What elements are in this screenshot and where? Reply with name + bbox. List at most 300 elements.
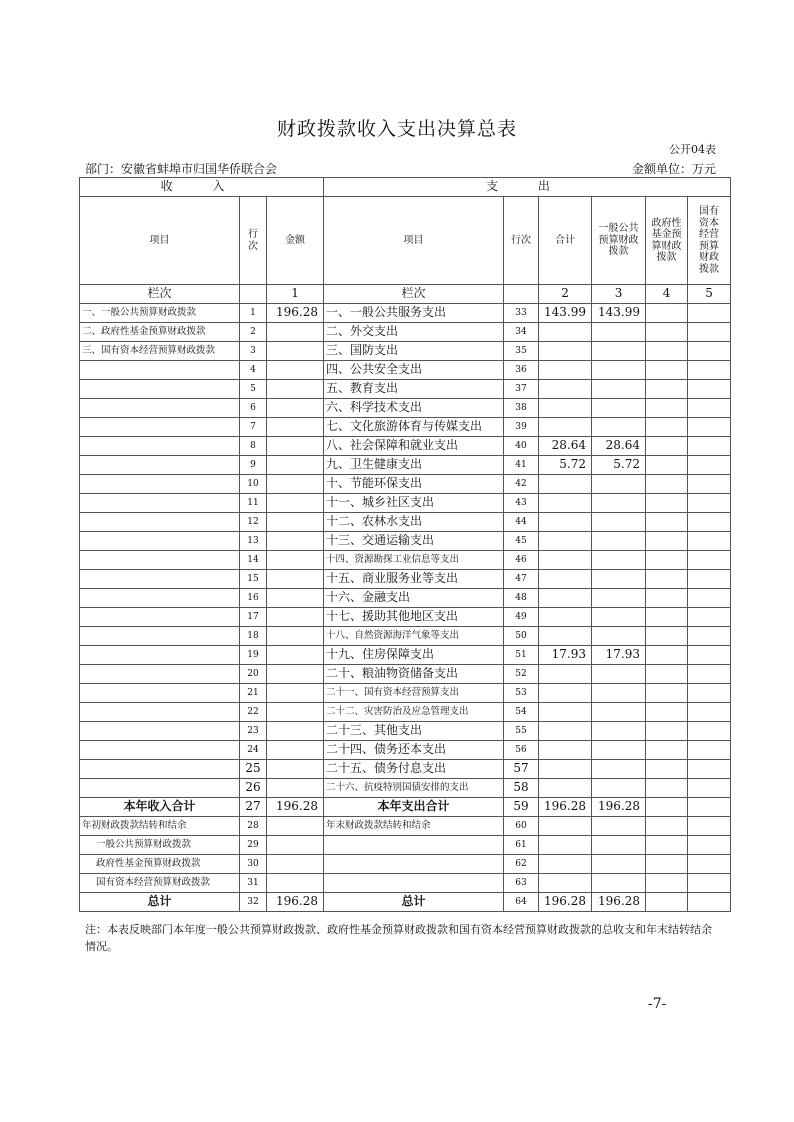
income-row-no: 5 (240, 380, 267, 399)
expense-govfund (646, 551, 688, 570)
income-row-no: 10 (240, 475, 267, 494)
expense-item: 二十一、国有资本经营预算支出 (324, 684, 504, 703)
expense-statecapital (688, 532, 731, 551)
col-index-2: 2 (539, 285, 592, 304)
balance-income-rowno: 29 (240, 836, 267, 855)
expense-row-no: 58 (504, 779, 539, 798)
department-label: 部门：安徽省蚌埠市归国华侨联合会 (85, 162, 278, 176)
income-amount (267, 418, 324, 437)
income-item (80, 722, 240, 741)
balance-statecapital (688, 874, 731, 893)
income-row-no: 16 (240, 589, 267, 608)
income-row-no: 17 (240, 608, 267, 627)
expense-row-no: 51 (504, 646, 539, 665)
expense-item: 二十六、抗疫特别国债安排的支出 (324, 779, 504, 798)
income-amount (267, 570, 324, 589)
income-amount (267, 741, 324, 760)
income-row-no: 18 (240, 627, 267, 646)
form-number: 公开04表 (669, 143, 716, 156)
income-row-no: 21 (240, 684, 267, 703)
expense-total (539, 380, 592, 399)
expense-row-no: 39 (504, 418, 539, 437)
table-row (80, 779, 731, 798)
col-index-3: 3 (592, 285, 646, 304)
income-total-amount: 196.28 (267, 893, 324, 912)
expense-statecapital (688, 684, 731, 703)
expense-row-no: 34 (504, 323, 539, 342)
expense-statecapital (688, 380, 731, 399)
expense-govfund (646, 608, 688, 627)
expense-total (539, 741, 592, 760)
expense-subtotal-general: 196.28 (592, 798, 646, 817)
expense-row-no: 44 (504, 513, 539, 532)
income-subtotal-rowno: 27 (240, 798, 267, 817)
income-amount (267, 779, 324, 798)
expense-subtotal-govfund (646, 798, 688, 817)
income-amount (267, 551, 324, 570)
income-item (80, 684, 240, 703)
expense-govfund (646, 741, 688, 760)
income-item (80, 361, 240, 380)
expense-total (539, 494, 592, 513)
expense-total (539, 570, 592, 589)
expense-item: 二十四、债务还本支出 (324, 741, 504, 760)
expense-item: 十二、农林水支出 (324, 513, 504, 532)
income-row-no: 1 (240, 304, 267, 323)
balance-general (592, 836, 646, 855)
balance-total (539, 817, 592, 836)
table-row (80, 494, 731, 513)
balance-income-amount (267, 817, 324, 836)
expense-govfund (646, 342, 688, 361)
col-general-header: 一般公共预算财政拨款 (592, 197, 646, 285)
expense-general (592, 418, 646, 437)
income-total-label: 总计 (80, 893, 240, 912)
expense-row-no: 36 (504, 361, 539, 380)
balance-expense-item (324, 874, 504, 893)
expense-row-no: 53 (504, 684, 539, 703)
expense-item: 二十、粮油物资储备支出 (324, 665, 504, 684)
income-item (80, 380, 240, 399)
expense-general (592, 513, 646, 532)
expense-row-no: 52 (504, 665, 539, 684)
income-row-no: 24 (240, 741, 267, 760)
expense-item: 十一、城乡社区支出 (324, 494, 504, 513)
expense-statecapital (688, 475, 731, 494)
income-amount (267, 494, 324, 513)
expense-item: 八、社会保障和就业支出 (324, 437, 504, 456)
expense-subtotal-total: 196.28 (539, 798, 592, 817)
balance-expense-item: 年末财政拨款结转和结余 (324, 817, 504, 836)
expense-general (592, 399, 646, 418)
expense-general (592, 760, 646, 779)
table-row (80, 437, 731, 456)
income-item (80, 494, 240, 513)
expense-statecapital (688, 722, 731, 741)
expense-statecapital (688, 323, 731, 342)
income-amount (267, 342, 324, 361)
balance-expense-item (324, 855, 504, 874)
expense-subtotal-label: 本年支出合计 (324, 798, 504, 817)
expense-general (592, 380, 646, 399)
balance-expense-rowno: 62 (504, 855, 539, 874)
expense-item: 二十五、债务付息支出 (324, 760, 504, 779)
income-row-no: 2 (240, 323, 267, 342)
income-amount (267, 323, 324, 342)
expense-total (539, 399, 592, 418)
income-item: 二、政府性基金预算财政拨款 (80, 323, 240, 342)
expense-general (592, 361, 646, 380)
expense-govfund (646, 475, 688, 494)
table-row (80, 741, 731, 760)
expense-general: 17.93 (592, 646, 646, 665)
table-row (80, 570, 731, 589)
income-item (80, 703, 240, 722)
expense-total (539, 361, 592, 380)
expense-govfund (646, 760, 688, 779)
expense-total-total: 196.28 (539, 893, 592, 912)
unit-label: 金额单位：万元 (631, 162, 716, 176)
table-row (80, 551, 731, 570)
income-item (80, 437, 240, 456)
expense-statecapital (688, 570, 731, 589)
balance-row (80, 855, 731, 874)
income-amount (267, 456, 324, 475)
income-item (80, 779, 240, 798)
expense-statecapital (688, 665, 731, 684)
expense-row-no: 46 (504, 551, 539, 570)
balance-expense-item (324, 836, 504, 855)
expense-total (539, 779, 592, 798)
income-amount (267, 760, 324, 779)
expense-total-rowno: 64 (504, 893, 539, 912)
expense-govfund (646, 589, 688, 608)
expense-total (539, 323, 592, 342)
expense-total (539, 551, 592, 570)
expense-subtotal-statecapital (688, 798, 731, 817)
expense-row-no: 42 (504, 475, 539, 494)
expense-govfund (646, 665, 688, 684)
expense-general (592, 722, 646, 741)
income-amount (267, 665, 324, 684)
expense-statecapital (688, 589, 731, 608)
expense-total (539, 342, 592, 361)
expense-statecapital (688, 741, 731, 760)
income-item (80, 399, 240, 418)
balance-expense-rowno: 63 (504, 874, 539, 893)
col-item-header: 项目 (80, 197, 240, 285)
expense-general (592, 589, 646, 608)
expense-item: 十五、商业服务业等支出 (324, 570, 504, 589)
expense-general (592, 342, 646, 361)
expense-row-no: 43 (504, 494, 539, 513)
income-row-no: 22 (240, 703, 267, 722)
col-total-header: 合计 (539, 197, 592, 285)
expense-statecapital (688, 399, 731, 418)
table-row (80, 646, 731, 665)
expense-group-header: 支 出 (324, 178, 731, 197)
income-item (80, 551, 240, 570)
subtotal-row (80, 798, 731, 817)
expense-govfund (646, 418, 688, 437)
table-row (80, 608, 731, 627)
summary-table (79, 177, 731, 912)
income-row-no: 8 (240, 437, 267, 456)
income-item (80, 475, 240, 494)
table-row (80, 703, 731, 722)
expense-total: 5.72 (539, 456, 592, 475)
expense-statecapital (688, 608, 731, 627)
grand-total-row (80, 893, 731, 912)
table-row (80, 684, 731, 703)
table-row (80, 475, 731, 494)
income-amount (267, 437, 324, 456)
table-row (80, 380, 731, 399)
expense-total: 143.99 (539, 304, 592, 323)
expense-item: 十八、自然资源海洋气象等支出 (324, 627, 504, 646)
table-row (80, 361, 731, 380)
expense-general (592, 703, 646, 722)
table-row (80, 722, 731, 741)
income-item: 一、一般公共预算财政拨款 (80, 304, 240, 323)
balance-govfund (646, 836, 688, 855)
income-row-no: 25 (240, 760, 267, 779)
expense-total (539, 589, 592, 608)
expense-total-general: 196.28 (592, 893, 646, 912)
income-total-rowno: 32 (240, 893, 267, 912)
balance-expense-rowno: 60 (504, 817, 539, 836)
income-row-no: 9 (240, 456, 267, 475)
income-item: 三、国有资本经营预算财政拨款 (80, 342, 240, 361)
income-amount (267, 380, 324, 399)
expense-general (592, 494, 646, 513)
table-row (80, 589, 731, 608)
expense-total: 28.64 (539, 437, 592, 456)
expense-total (539, 684, 592, 703)
expense-general (592, 608, 646, 627)
balance-income-amount (267, 855, 324, 874)
expense-row-no: 57 (504, 760, 539, 779)
expense-row-no: 50 (504, 627, 539, 646)
expense-row-no: 54 (504, 703, 539, 722)
expense-row-no: 41 (504, 456, 539, 475)
income-row-no: 11 (240, 494, 267, 513)
expense-statecapital (688, 627, 731, 646)
balance-govfund (646, 855, 688, 874)
balance-expense-rowno: 61 (504, 836, 539, 855)
expense-row-no: 47 (504, 570, 539, 589)
page-title: 财政拨款收入支出决算总表 (276, 118, 517, 140)
income-row-no: 13 (240, 532, 267, 551)
expense-statecapital (688, 361, 731, 380)
expense-statecapital (688, 551, 731, 570)
expense-govfund (646, 323, 688, 342)
income-amount (267, 589, 324, 608)
expense-row-no: 33 (504, 304, 539, 323)
income-row-no: 15 (240, 570, 267, 589)
income-subtotal-label: 本年收入合计 (80, 798, 240, 817)
table-row (80, 342, 731, 361)
expense-statecapital (688, 760, 731, 779)
expense-row-no: 56 (504, 741, 539, 760)
expense-row-no: 37 (504, 380, 539, 399)
income-amount (267, 475, 324, 494)
expense-subtotal-rowno: 59 (504, 798, 539, 817)
table-row (80, 456, 731, 475)
income-amount (267, 684, 324, 703)
expense-statecapital (688, 513, 731, 532)
balance-income-item: 政府性基金预算财政拨款 (80, 855, 240, 874)
income-row-no: 26 (240, 779, 267, 798)
income-amount (267, 532, 324, 551)
col-amount-header: 金额 (267, 197, 324, 285)
balance-income-item: 国有资本经营预算财政拨款 (80, 874, 240, 893)
balance-row (80, 874, 731, 893)
table-row (80, 627, 731, 646)
expense-statecapital (688, 703, 731, 722)
expense-total (539, 532, 592, 551)
balance-income-item: 一般公共预算财政拨款 (80, 836, 240, 855)
income-amount (267, 646, 324, 665)
expense-total: 17.93 (539, 646, 592, 665)
income-amount (267, 399, 324, 418)
balance-general (592, 817, 646, 836)
expense-statecapital (688, 456, 731, 475)
balance-income-item: 年初财政拨款结转和结余 (80, 817, 240, 836)
expense-item: 六、科学技术支出 (324, 399, 504, 418)
income-row-no: 7 (240, 418, 267, 437)
income-row-no: 4 (240, 361, 267, 380)
expense-govfund (646, 627, 688, 646)
expense-govfund (646, 532, 688, 551)
income-amount (267, 513, 324, 532)
expense-row-no: 49 (504, 608, 539, 627)
balance-govfund (646, 817, 688, 836)
expense-item: 十六、金融支出 (324, 589, 504, 608)
expense-total (539, 665, 592, 684)
page-number: -7- (648, 996, 667, 1012)
expense-item: 七、文化旅游体育与传媒支出 (324, 418, 504, 437)
expense-general: 143.99 (592, 304, 646, 323)
expense-govfund (646, 304, 688, 323)
expense-govfund (646, 494, 688, 513)
income-row-no: 6 (240, 399, 267, 418)
income-item (80, 665, 240, 684)
expense-total (539, 722, 592, 741)
expense-general: 28.64 (592, 437, 646, 456)
balance-total (539, 855, 592, 874)
income-row-no: 12 (240, 513, 267, 532)
expense-general (592, 551, 646, 570)
expense-total (539, 760, 592, 779)
expense-item: 二十三、其他支出 (324, 722, 504, 741)
expense-govfund (646, 684, 688, 703)
expense-govfund (646, 456, 688, 475)
income-item (80, 627, 240, 646)
balance-income-rowno: 30 (240, 855, 267, 874)
balance-total (539, 836, 592, 855)
balance-total (539, 874, 592, 893)
income-amount (267, 703, 324, 722)
income-amount (267, 608, 324, 627)
expense-statecapital (688, 342, 731, 361)
expense-row-no: 48 (504, 589, 539, 608)
expense-item: 四、公共安全支出 (324, 361, 504, 380)
expense-statecapital (688, 437, 731, 456)
income-group-header: 收 入 (80, 178, 324, 197)
expense-item: 二、外交支出 (324, 323, 504, 342)
expense-statecapital (688, 304, 731, 323)
expense-item: 一、一般公共服务支出 (324, 304, 504, 323)
expense-total-label: 总计 (324, 893, 504, 912)
expense-total-govfund (646, 893, 688, 912)
table-row (80, 304, 731, 323)
expense-total (539, 627, 592, 646)
col-statecapital-header: 国有资本经营预算财政拨款 (688, 197, 731, 285)
table-row (80, 532, 731, 551)
expense-general (592, 532, 646, 551)
col-rowno2-header: 行次 (504, 197, 539, 285)
expense-govfund (646, 437, 688, 456)
expense-total (539, 475, 592, 494)
expense-item: 十三、交通运输支出 (324, 532, 504, 551)
income-item (80, 570, 240, 589)
expense-item: 九、卫生健康支出 (324, 456, 504, 475)
table-row (80, 418, 731, 437)
table-row (80, 399, 731, 418)
balance-row (80, 836, 731, 855)
expense-statecapital (688, 646, 731, 665)
expense-statecapital (688, 418, 731, 437)
col-index-5: 5 (688, 285, 731, 304)
income-item (80, 418, 240, 437)
expense-item: 十四、资源勘探工业信息等支出 (324, 551, 504, 570)
expense-total (539, 703, 592, 722)
expense-row-no: 38 (504, 399, 539, 418)
expense-general (592, 323, 646, 342)
expense-item: 十、节能环保支出 (324, 475, 504, 494)
table-row (80, 760, 731, 779)
expense-item: 十七、援助其他地区支出 (324, 608, 504, 627)
expense-general (592, 684, 646, 703)
balance-statecapital (688, 817, 731, 836)
income-item (80, 646, 240, 665)
balance-general (592, 855, 646, 874)
income-row-no: 14 (240, 551, 267, 570)
income-item (80, 589, 240, 608)
footnote: 注：本表反映部门本年度一般公共预算财政拨款、政府性基金预算财政拨款和国有资本经营预算财政拨款的总收支和年末结转结余情况。 (85, 923, 712, 953)
expense-govfund (646, 722, 688, 741)
expense-general (592, 741, 646, 760)
expense-govfund (646, 570, 688, 589)
expense-row-no: 40 (504, 437, 539, 456)
income-row-no: 3 (240, 342, 267, 361)
expense-item: 二十二、灾害防治及应急管理支出 (324, 703, 504, 722)
income-subtotal-amount: 196.28 (267, 798, 324, 817)
expense-total (539, 418, 592, 437)
income-amount (267, 722, 324, 741)
income-item (80, 741, 240, 760)
table-row (80, 513, 731, 532)
income-amount (267, 627, 324, 646)
col-item2-header: 项目 (324, 197, 504, 285)
balance-income-rowno: 31 (240, 874, 267, 893)
balance-row (80, 817, 731, 836)
expense-total (539, 608, 592, 627)
income-row-no: 20 (240, 665, 267, 684)
expense-row-no: 35 (504, 342, 539, 361)
expense-row-no: 45 (504, 532, 539, 551)
